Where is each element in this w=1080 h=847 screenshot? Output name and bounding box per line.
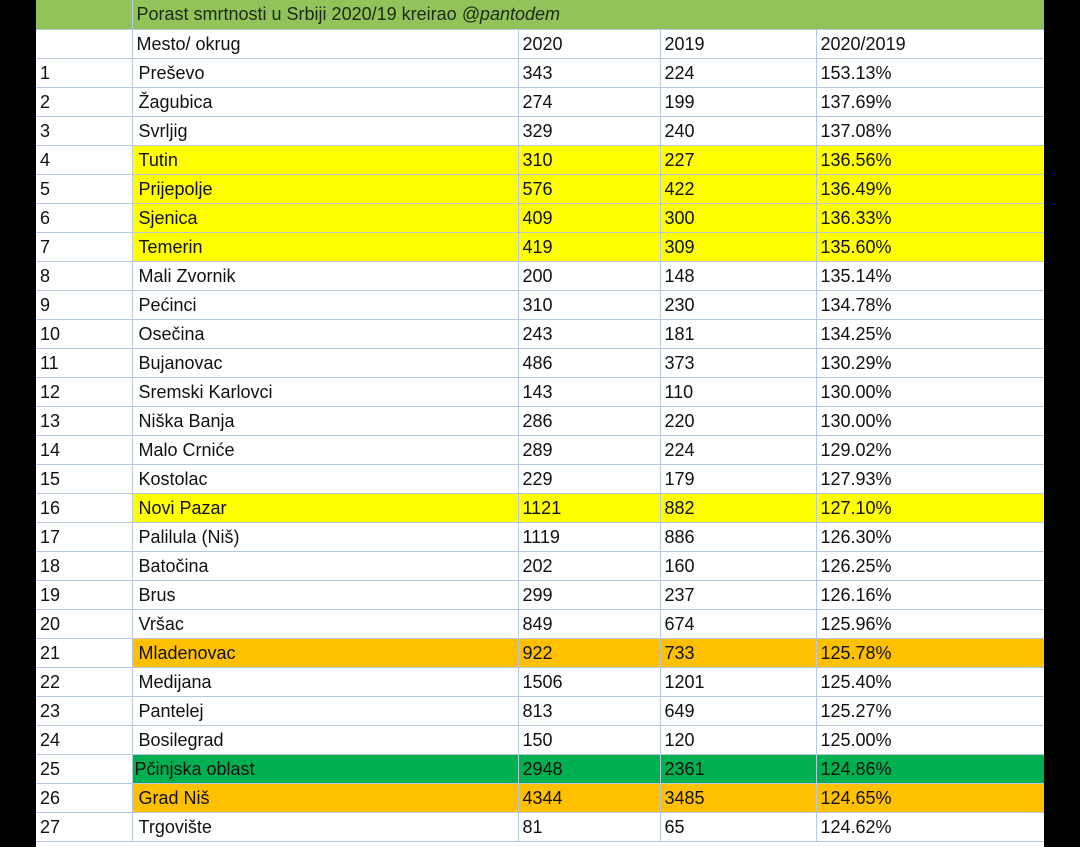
value-2020-cell[interactable]: 310	[518, 146, 660, 175]
ratio-cell[interactable]: 153.13%	[816, 59, 1044, 88]
place-name-cell[interactable]: Medijana	[132, 668, 518, 697]
ratio-cell[interactable]: 129.02%	[816, 436, 1044, 465]
value-2020-cell[interactable]: 1119	[518, 523, 660, 552]
place-name-cell[interactable]: Brus	[132, 581, 518, 610]
value-2020-cell[interactable]: 4344	[518, 784, 660, 813]
value-2019-cell[interactable]: 733	[660, 639, 816, 668]
place-name-cell[interactable]: Sjenica	[132, 204, 518, 233]
header-num-cell[interactable]	[36, 30, 132, 59]
place-name-cell[interactable]: Tutin	[132, 146, 518, 175]
row-number-cell[interactable]: 26	[36, 784, 132, 813]
ratio-cell[interactable]: 137.08%	[816, 117, 1044, 146]
value-2020-cell[interactable]: 243	[518, 320, 660, 349]
value-2020-cell[interactable]: 274	[518, 88, 660, 117]
ratio-cell[interactable]: 127.10%	[816, 494, 1044, 523]
ratio-cell[interactable]: 125.40%	[816, 668, 1044, 697]
table-row	[36, 349, 1044, 378]
table-row	[36, 146, 1044, 175]
table-title[interactable]	[132, 0, 1044, 30]
ratio-cell[interactable]: 136.49%	[816, 175, 1044, 204]
value-2020-cell[interactable]: 289	[518, 436, 660, 465]
ratio-cell[interactable]: 125.00%	[816, 726, 1044, 755]
table-row	[36, 407, 1044, 436]
ratio-cell[interactable]: 134.78%	[816, 291, 1044, 320]
value-2019-cell[interactable]: 199	[660, 88, 816, 117]
row-number-cell[interactable]: 7	[36, 233, 132, 262]
row-number-cell[interactable]: 23	[36, 697, 132, 726]
table-row	[36, 204, 1044, 233]
table-row	[36, 668, 1044, 697]
table-row	[36, 175, 1044, 204]
ratio-cell[interactable]: 125.96%	[816, 610, 1044, 639]
row-number-cell[interactable]: 25	[36, 755, 132, 784]
row-number-cell[interactable]: 6	[36, 204, 132, 233]
title-handle: @pantodem	[461, 4, 560, 24]
value-2020-cell[interactable]: 2948	[518, 755, 660, 784]
row-number-cell[interactable]: 9	[36, 291, 132, 320]
value-2020-cell[interactable]: 922	[518, 639, 660, 668]
row-number-cell[interactable]: 19	[36, 581, 132, 610]
row-number-cell[interactable]: 12	[36, 378, 132, 407]
ratio-cell[interactable]: 136.56%	[816, 146, 1044, 175]
row-number-cell[interactable]: 27	[36, 813, 132, 842]
table-row	[36, 523, 1044, 552]
title-corner-cell[interactable]	[36, 0, 132, 30]
value-2019-cell[interactable]: 674	[660, 610, 816, 639]
place-name-cell[interactable]: Palilula (Niš)	[132, 523, 518, 552]
value-2020-cell[interactable]: 409	[518, 204, 660, 233]
place-name-cell[interactable]: Bujanovac	[132, 349, 518, 378]
value-2020-cell[interactable]: 813	[518, 697, 660, 726]
table-row	[36, 726, 1044, 755]
value-2019-cell[interactable]: 300	[660, 204, 816, 233]
place-name-cell[interactable]: Bosilegrad	[132, 726, 518, 755]
row-number-cell[interactable]: 2	[36, 88, 132, 117]
value-2020-cell[interactable]: 143	[518, 378, 660, 407]
row-number-cell[interactable]: 20	[36, 610, 132, 639]
place-name-cell[interactable]: Mladenovac	[132, 639, 518, 668]
place-name-cell[interactable]: Malo Crniće	[132, 436, 518, 465]
ratio-cell[interactable]: 135.14%	[816, 262, 1044, 291]
value-2019-cell[interactable]: 373	[660, 349, 816, 378]
ratio-cell[interactable]: 130.00%	[816, 407, 1044, 436]
place-name-cell[interactable]: Trgovište	[132, 813, 518, 842]
place-name-cell[interactable]: Novi Pazar	[132, 494, 518, 523]
value-2020-cell[interactable]: 286	[518, 407, 660, 436]
row-number-cell[interactable]: 11	[36, 349, 132, 378]
table-row	[36, 697, 1044, 726]
value-2019-cell[interactable]: 227	[660, 146, 816, 175]
row-number-cell[interactable]: 18	[36, 552, 132, 581]
value-2020-cell[interactable]: 229	[518, 465, 660, 494]
value-2019-cell[interactable]: 2361	[660, 755, 816, 784]
ratio-cell[interactable]: 130.00%	[816, 378, 1044, 407]
table-row	[36, 233, 1044, 262]
place-name-cell[interactable]: Preševo	[132, 59, 518, 88]
ratio-cell[interactable]: 127.93%	[816, 465, 1044, 494]
value-2019-cell[interactable]: 240	[660, 117, 816, 146]
place-name-cell[interactable]: Sremski Karlovci	[132, 378, 518, 407]
value-2020-cell[interactable]: 1121	[518, 494, 660, 523]
row-number-cell[interactable]: 21	[36, 639, 132, 668]
table-row	[36, 320, 1044, 349]
ratio-cell[interactable]: 125.78%	[816, 639, 1044, 668]
value-2019-cell[interactable]: 181	[660, 320, 816, 349]
ratio-cell[interactable]: 125.27%	[816, 697, 1044, 726]
table-row	[36, 755, 1044, 784]
value-2019-cell[interactable]: 179	[660, 465, 816, 494]
value-2020-cell[interactable]: 81	[518, 813, 660, 842]
row-number-cell[interactable]: 17	[36, 523, 132, 552]
row-number-cell[interactable]: 24	[36, 726, 132, 755]
table-row	[36, 378, 1044, 407]
row-number-cell[interactable]: 3	[36, 117, 132, 146]
table-row	[36, 784, 1044, 813]
ratio-cell[interactable]: 124.65%	[816, 784, 1044, 813]
ratio-cell[interactable]: 130.29%	[816, 349, 1044, 378]
table-row	[36, 465, 1044, 494]
value-2020-cell[interactable]: 419	[518, 233, 660, 262]
place-name-cell[interactable]: Temerin	[132, 233, 518, 262]
row-number-cell[interactable]: 22	[36, 668, 132, 697]
table-row	[36, 610, 1044, 639]
value-2020-cell[interactable]: 200	[518, 262, 660, 291]
ratio-cell[interactable]: 124.62%	[816, 813, 1044, 842]
row-number-cell[interactable]: 1	[36, 59, 132, 88]
value-2020-cell[interactable]: 329	[518, 117, 660, 146]
title-text: Porast smrtnosti u Srbiji 2020/19 kreirao	[136, 4, 462, 24]
header-ratio-cell[interactable]: 2020/2019	[816, 30, 1044, 59]
value-2020-cell[interactable]: 150	[518, 726, 660, 755]
value-2019-cell[interactable]: 886	[660, 523, 816, 552]
value-2020-cell[interactable]: 343	[518, 59, 660, 88]
row-number-cell[interactable]: 15	[36, 465, 132, 494]
spreadsheet	[36, 0, 1044, 847]
table-row	[36, 262, 1044, 291]
place-name-cell[interactable]: Batočina	[132, 552, 518, 581]
place-name-cell[interactable]: Vršac	[132, 610, 518, 639]
place-name-cell[interactable]: Grad Niš	[132, 784, 518, 813]
value-2020-cell[interactable]: 299	[518, 581, 660, 610]
row-number-cell[interactable]: 5	[36, 175, 132, 204]
place-name-cell[interactable]: Pčinjska oblast	[132, 755, 518, 784]
header-name-cell[interactable]: Mesto/ okrug	[132, 30, 518, 59]
ratio-cell[interactable]: 126.16%	[816, 581, 1044, 610]
place-name-cell[interactable]: Pantelej	[132, 697, 518, 726]
value-2019-cell[interactable]: 120	[660, 726, 816, 755]
table-row	[36, 813, 1044, 842]
value-2019-cell[interactable]: 220	[660, 407, 816, 436]
ratio-cell[interactable]: 134.25%	[816, 320, 1044, 349]
place-name-cell[interactable]: Svrljig	[132, 117, 518, 146]
value-2019-cell[interactable]: 65	[660, 813, 816, 842]
value-2019-cell[interactable]: 3485	[660, 784, 816, 813]
place-name-cell[interactable]: Pećinci	[132, 291, 518, 320]
value-2020-cell[interactable]: 1506	[518, 668, 660, 697]
place-name-cell[interactable]: Kostolac	[132, 465, 518, 494]
ratio-cell[interactable]: 124.86%	[816, 755, 1044, 784]
place-name-cell[interactable]: Žagubica	[132, 88, 518, 117]
table-row	[36, 494, 1044, 523]
row-number-cell[interactable]: 13	[36, 407, 132, 436]
table-row	[36, 552, 1044, 581]
value-2019-cell[interactable]: 649	[660, 697, 816, 726]
value-2019-cell[interactable]: 882	[660, 494, 816, 523]
ratio-cell[interactable]: 126.25%	[816, 552, 1044, 581]
value-2019-cell[interactable]: 148	[660, 262, 816, 291]
value-2019-cell[interactable]: 422	[660, 175, 816, 204]
value-2019-cell[interactable]: 224	[660, 59, 816, 88]
header-row	[36, 30, 1044, 59]
place-name-cell[interactable]: Mali Zvornik	[132, 262, 518, 291]
place-name-cell[interactable]: Niška Banja	[132, 407, 518, 436]
table-row	[36, 436, 1044, 465]
ratio-cell[interactable]: 126.30%	[816, 523, 1044, 552]
table-row	[36, 639, 1044, 668]
value-2019-cell[interactable]: 309	[660, 233, 816, 262]
row-number-cell[interactable]: 16	[36, 494, 132, 523]
header-2019-cell[interactable]: 2019	[660, 30, 816, 59]
mortality-table	[36, 0, 1044, 842]
table-row	[36, 291, 1044, 320]
ratio-cell[interactable]: 136.33%	[816, 204, 1044, 233]
value-2019-cell[interactable]: 160	[660, 552, 816, 581]
table-row	[36, 88, 1044, 117]
table-row	[36, 59, 1044, 88]
row-number-cell[interactable]: 14	[36, 436, 132, 465]
row-number-cell[interactable]: 8	[36, 262, 132, 291]
value-2020-cell[interactable]: 849	[518, 610, 660, 639]
value-2019-cell[interactable]: 1201	[660, 668, 816, 697]
table-row	[36, 581, 1044, 610]
value-2020-cell[interactable]: 310	[518, 291, 660, 320]
value-2019-cell[interactable]: 230	[660, 291, 816, 320]
value-2020-cell[interactable]: 486	[518, 349, 660, 378]
ratio-cell[interactable]: 137.69%	[816, 88, 1044, 117]
table-row	[36, 117, 1044, 146]
place-name-cell[interactable]: Osečina	[132, 320, 518, 349]
value-2020-cell[interactable]: 576	[518, 175, 660, 204]
value-2019-cell[interactable]: 110	[660, 378, 816, 407]
ratio-cell[interactable]: 135.60%	[816, 233, 1044, 262]
title-row	[36, 0, 1044, 30]
value-2019-cell[interactable]: 224	[660, 436, 816, 465]
value-2020-cell[interactable]: 202	[518, 552, 660, 581]
header-2020-cell[interactable]: 2020	[518, 30, 660, 59]
row-number-cell[interactable]: 10	[36, 320, 132, 349]
place-name-cell[interactable]: Prijepolje	[132, 175, 518, 204]
value-2019-cell[interactable]: 237	[660, 581, 816, 610]
row-number-cell[interactable]: 4	[36, 146, 132, 175]
